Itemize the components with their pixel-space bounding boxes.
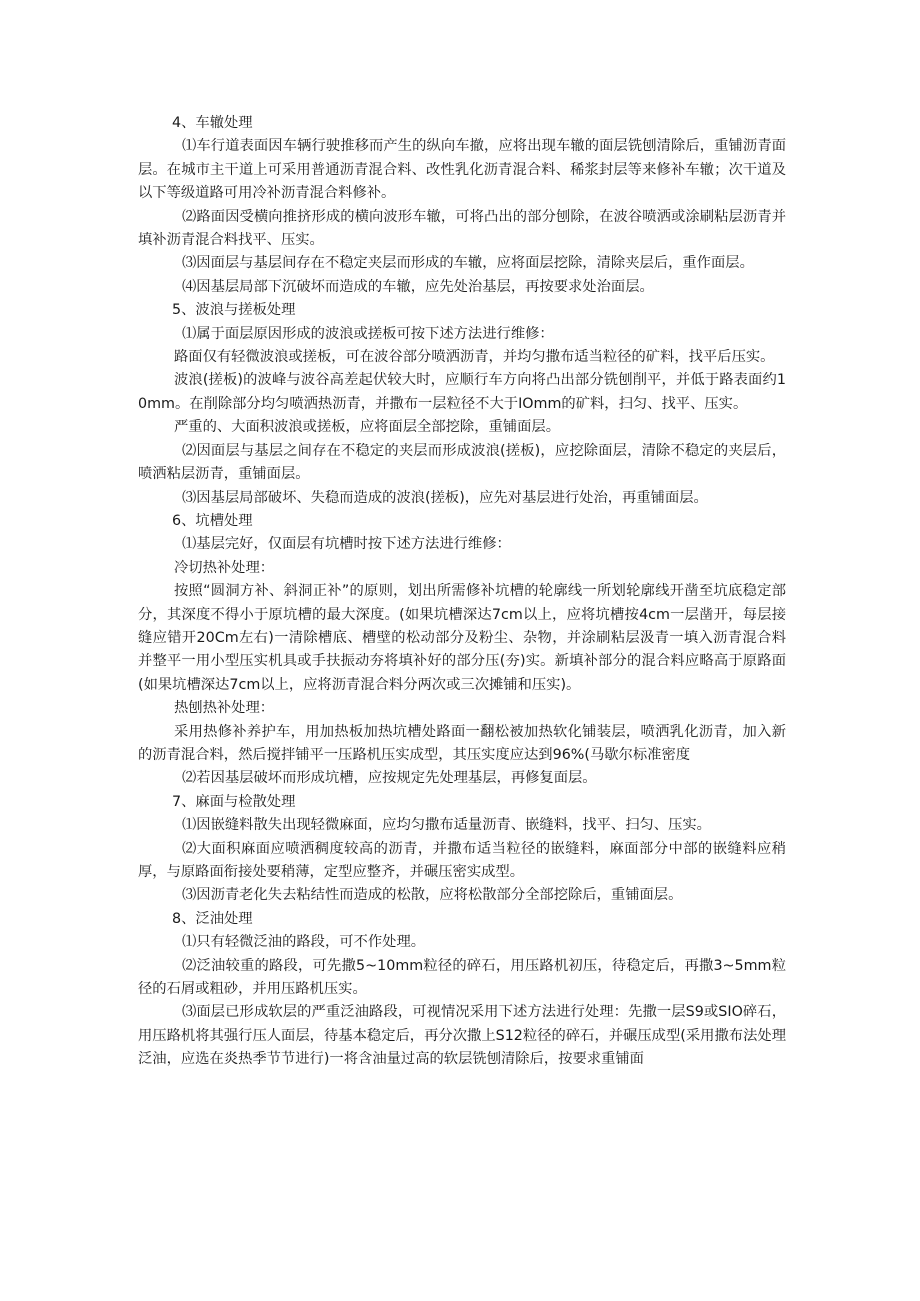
- section-4-item-2: ⑵路面因受横向推挤形成的横向波形车辙，可将凸出的部分刨除，在波谷喷洒或涂刷粘层沥青并填补沥青混合料找平、压实。: [138, 208, 786, 249]
- section-4-item-3: ⑶因面层与基层间存在不稳定夹层而形成的车辙，应将面层挖除，清除夹层后，重作面层。: [182, 255, 754, 272]
- section-7-item-2: ⑵大面积麻面应喷洒稠度较高的沥青，并撒布适当粒径的嵌缝料，麻面部分中部的嵌缝料应稍厚，与原路面衔接处要稍薄，定型应整齐，并碾压密实成型。: [138, 840, 786, 880]
- section-5-paragraph-1: 路面仅有轻微波浪或搓板，可在波谷部分喷洒沥青，并均匀撒布适当粒径的矿料，找平后压实。: [174, 349, 775, 366]
- section-6-item-2: ⑵若因基层破坏而形成坑槽，应按规定先处理基层，再修复面层。: [182, 770, 597, 787]
- section-6-item-1: ⑴基层完好，仅面层有坑槽时按下述方法进行维修：: [182, 536, 511, 553]
- section-6-subheading-cold: 冷切热补处理：: [174, 559, 275, 576]
- section-6-paragraph-hot: 采用热修补养护车，用加热板加热坑槽处路面一翻松被加热软化铺装层，喷洒乳化沥青，加入新的沥青混合料，然后搅拌铺平一压路机压实成型，其压实度应达到96%(马歇尔标准密度: [138, 723, 786, 763]
- section-5-item-3: ⑶因基层局部破坏、失稳而造成的波浪(搓板)，应先对基层进行处治，再重铺面层。: [182, 489, 708, 506]
- section-5-item-2: ⑵因面层与基层之间存在不稳定的夹层而形成波浪(搓板)，应挖除面层，清除不稳定的夹层后，喷洒粘层沥青，重铺面层。: [138, 442, 786, 483]
- section-6-title: 6、坑槽处理: [172, 512, 253, 529]
- section-6-paragraph-cold: 按照“圆洞方补、斜洞正补”的原则，划出所需修补坑槽的轮廓线一所划轮廓线开凿至坑底稳定部分，其深度不得小于原坑槽的最大深度。(如果坑槽深达7cm以上，应将坑槽按4cm一层凿开，每层接缝应错开20Cm左右)一清除槽底、槽壁的松动部分及粉尘、杂物，并涂刷粘层汲青一填入沥青混合料并整平一用小型压实机具或手扶振动夯将填补好的部分压(夯)实。新填补部分的混合料应略高于原路面(如果坑槽深达7cm以上，应将沥青混合料分两次或三次摊铺和压实)。: [138, 583, 786, 693]
- section-8-item-3: ⑶面层已形成软层的严重泛油路段，可视情况采用下述方法进行处理：先撒一层S9或SIO碎石，用压路机将其强行压人面层，待基本稳定后，再分次撒上S12粒径的碎石，并碾压成型(采用撒布法处理泛油，应选在炎热季节节进行)一将含油量过高的软层铣刨清除后，按要求重铺面: [138, 1004, 786, 1068]
- section-8-item-1: ⑴只有轻微泛油的路段，可不作处理。: [182, 934, 426, 951]
- section-4-item-4: ⑷因基层局部下沉破坏而造成的车辙，应先处治基层，再按要求处治面层。: [182, 278, 654, 295]
- section-4-title: 4、车辙处理: [172, 115, 253, 131]
- section-8-item-2: ⑵泛油较重的路段，可先撒5~10mm粒径的碎石，用压路机初压，待稳定后，再撒3~5mm粒径的石屑或粗砂，并用压路机压实。: [138, 957, 786, 998]
- section-8-title: 8、泛油处理: [172, 910, 253, 927]
- section-7-item-3: ⑶因沥青老化失去粘结性而造成的松散，应将松散部分全部挖除后，重铺面层。: [182, 887, 683, 904]
- document-page: [138, 112, 786, 1072]
- section-7-item-1: ⑴因嵌缝料散失出现轻微麻面，应均匀撒布适量沥青、嵌缝料，找平、扫匀、压实。: [182, 817, 711, 834]
- section-4-item-1: ⑴车行道表面因车辆行驶推移而产生的纵向车撤，应将出现车辙的面层铣刨清除后，重铺沥青面层。在城市主干道上可采用普通沥青混合料、改性乳化沥青混合料、稀浆封层等来修补车辙；次干道及以下等级道路可用冷补沥青混合料修补。: [138, 138, 786, 202]
- section-5-title: 5、波浪与搓板处理: [172, 302, 296, 319]
- section-5-paragraph-3: 严重的、大面积波浪或搓板，应将面层全部挖除，重铺面层。: [174, 419, 561, 436]
- section-5-paragraph-2: 波浪(搓板)的波峰与波谷高差起伏较大时，应顺行车方向将凸出部分铣刨削平，并低于路表面约10mm。在削除部分均匀喷洒热沥青，并撒布一层粒径不大于IOmm的矿料，扫匀、找平、压实。: [138, 372, 786, 412]
- section-7-title: 7、麻面与检散处理: [172, 793, 296, 810]
- section-5-item-1: ⑴属于面层原因形成的波浪或搓板可按下述方法进行维修：: [182, 325, 554, 342]
- section-6-subheading-hot: 热刨热补处理：: [174, 700, 275, 717]
